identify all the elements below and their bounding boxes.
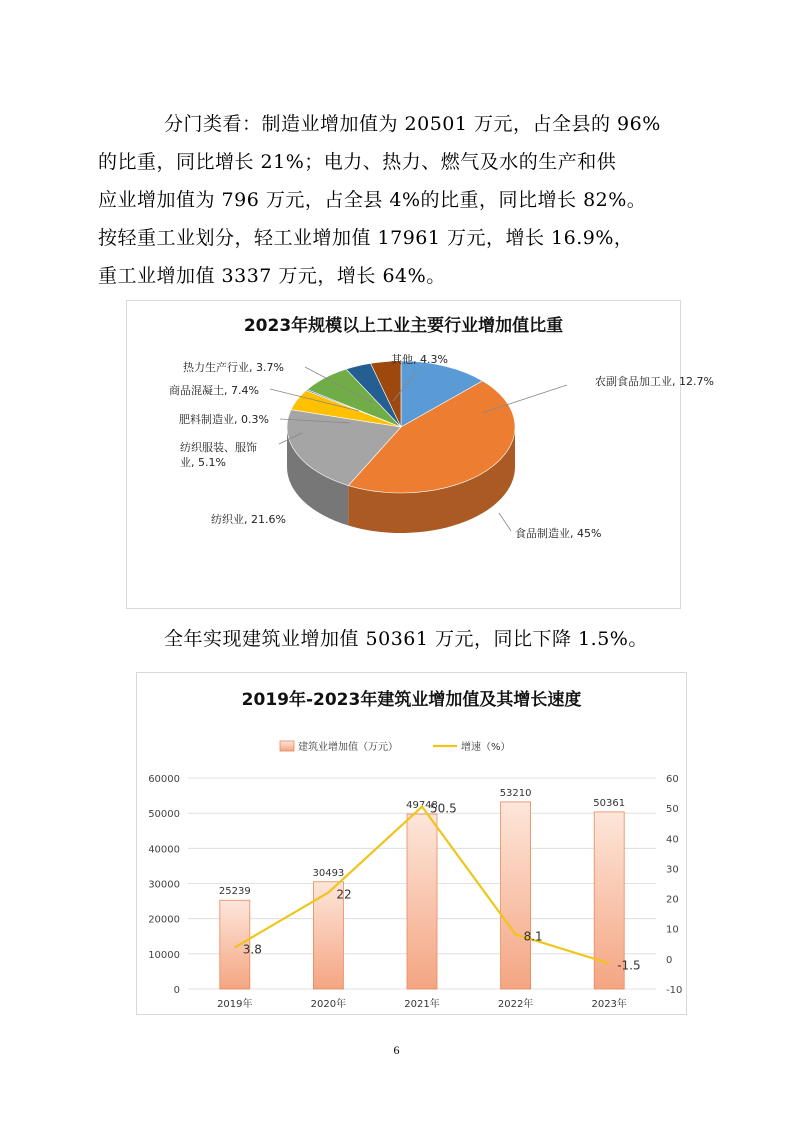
line-value-label: -1.5: [617, 958, 641, 973]
page-number: 6: [393, 1043, 400, 1057]
pie-slice-label: 纺织服装、服饰: [180, 441, 257, 454]
x-tick-label: 2020年: [310, 999, 347, 1010]
y-right-tick-label: 30: [666, 864, 679, 876]
pie-slice-label: 热力生产行业, 3.7%: [183, 361, 284, 374]
line-value-label: 22: [336, 887, 352, 902]
bar-value-label: 49748: [406, 800, 438, 812]
y-left-tick-label: 60000: [148, 774, 180, 785]
bar: [407, 814, 437, 989]
y-left-tick-label: 0: [173, 985, 180, 996]
bar-value-label: 53210: [499, 787, 532, 799]
pie-chart-title: 2023年规模以上工业主要行业增加值比重: [243, 316, 564, 336]
pie-chart-box: [126, 300, 714, 609]
line-value-label: 3.8: [242, 942, 262, 957]
x-tick-label: 2021年: [404, 999, 440, 1010]
pie-slice-label: 肥料制造业, 0.3%: [179, 413, 269, 426]
x-tick-label: 2019年: [217, 999, 253, 1010]
pie-slice-label: 农副食品加工业, 12.7%: [595, 375, 714, 388]
bar: [501, 802, 531, 989]
x-tick-label: 2022年: [497, 999, 534, 1010]
legend-swatch-bar: [280, 741, 294, 751]
paragraph-line: 全年实现建筑业增加值 50361 万元，同比下降 1.5%。: [164, 628, 648, 650]
bars: [217, 788, 627, 1010]
y-right-tick-label: 40: [666, 834, 679, 846]
line-value-label: 8.1: [523, 929, 543, 944]
y-left-tick-label: 40000: [148, 844, 180, 856]
y-left-tick-label: 10000: [148, 949, 180, 961]
pie-top: [287, 361, 515, 493]
bar-value-label: 25239: [218, 886, 251, 898]
legend: [280, 740, 511, 753]
y-right-tick-label: 20: [666, 894, 679, 906]
pie-chart: [127, 301, 714, 608]
paragraph-line: 的比重，同比增长 21%；电力、热力、燃气及水的生产和供: [98, 151, 617, 173]
bar-value-label: 30493: [312, 867, 345, 879]
growth-line: [235, 802, 641, 973]
paragraph-line: 应业增加值为 796 万元，占全县 4%的比重，同比增长 82%。: [98, 189, 647, 211]
pie-slice-label: 其他, 4.3%: [391, 353, 448, 366]
y-right-tick-label: 0: [666, 954, 673, 966]
pie-slice-label: 业, 5.1%: [180, 456, 226, 469]
paragraph-line: 重工业增加值 3337 万元，增长 64%。: [98, 265, 446, 287]
pie-leader-line: [499, 513, 511, 531]
line-value-label: 50.5: [430, 801, 457, 816]
combo-chart: [137, 673, 686, 1014]
combo-chart-title: 2019年-2023年建筑业增加值及其增长速度: [241, 690, 582, 710]
y-left-tick-label: 50000: [148, 809, 180, 821]
y-right-tick-label: -10: [666, 985, 683, 996]
pie-slice-label: 食品制造业, 45%: [515, 527, 602, 540]
y-right-tick-label: 50: [666, 804, 679, 816]
y-left-tick-label: 20000: [148, 914, 180, 926]
x-tick-label: 2023年: [591, 999, 627, 1010]
paragraph-line: 分门类看：制造业增加值为 20501 万元，占全县的 96%: [164, 113, 661, 135]
y-right-tick-label: 10: [666, 924, 679, 936]
paragraph-line: 按轻重工业划分，轻工业增加值 17961 万元，增长 16.9%，: [98, 227, 634, 249]
paragraph-industry-breakdown: [98, 105, 672, 295]
y-right-tick-label: 60: [666, 774, 679, 785]
combo-chart-box: [136, 672, 687, 1015]
bar-value-label: 50361: [593, 797, 626, 809]
paragraph-construction: [152, 620, 672, 658]
pie-slice-label: 纺织业, 21.6%: [211, 513, 286, 526]
legend-label: 建筑业增加值（万元）: [298, 742, 398, 753]
pie-slice-label: 商品混凝土, 7.4%: [169, 384, 259, 397]
legend-label: 增速（%）: [461, 742, 511, 753]
y-left-tick-label: 30000: [148, 879, 180, 891]
